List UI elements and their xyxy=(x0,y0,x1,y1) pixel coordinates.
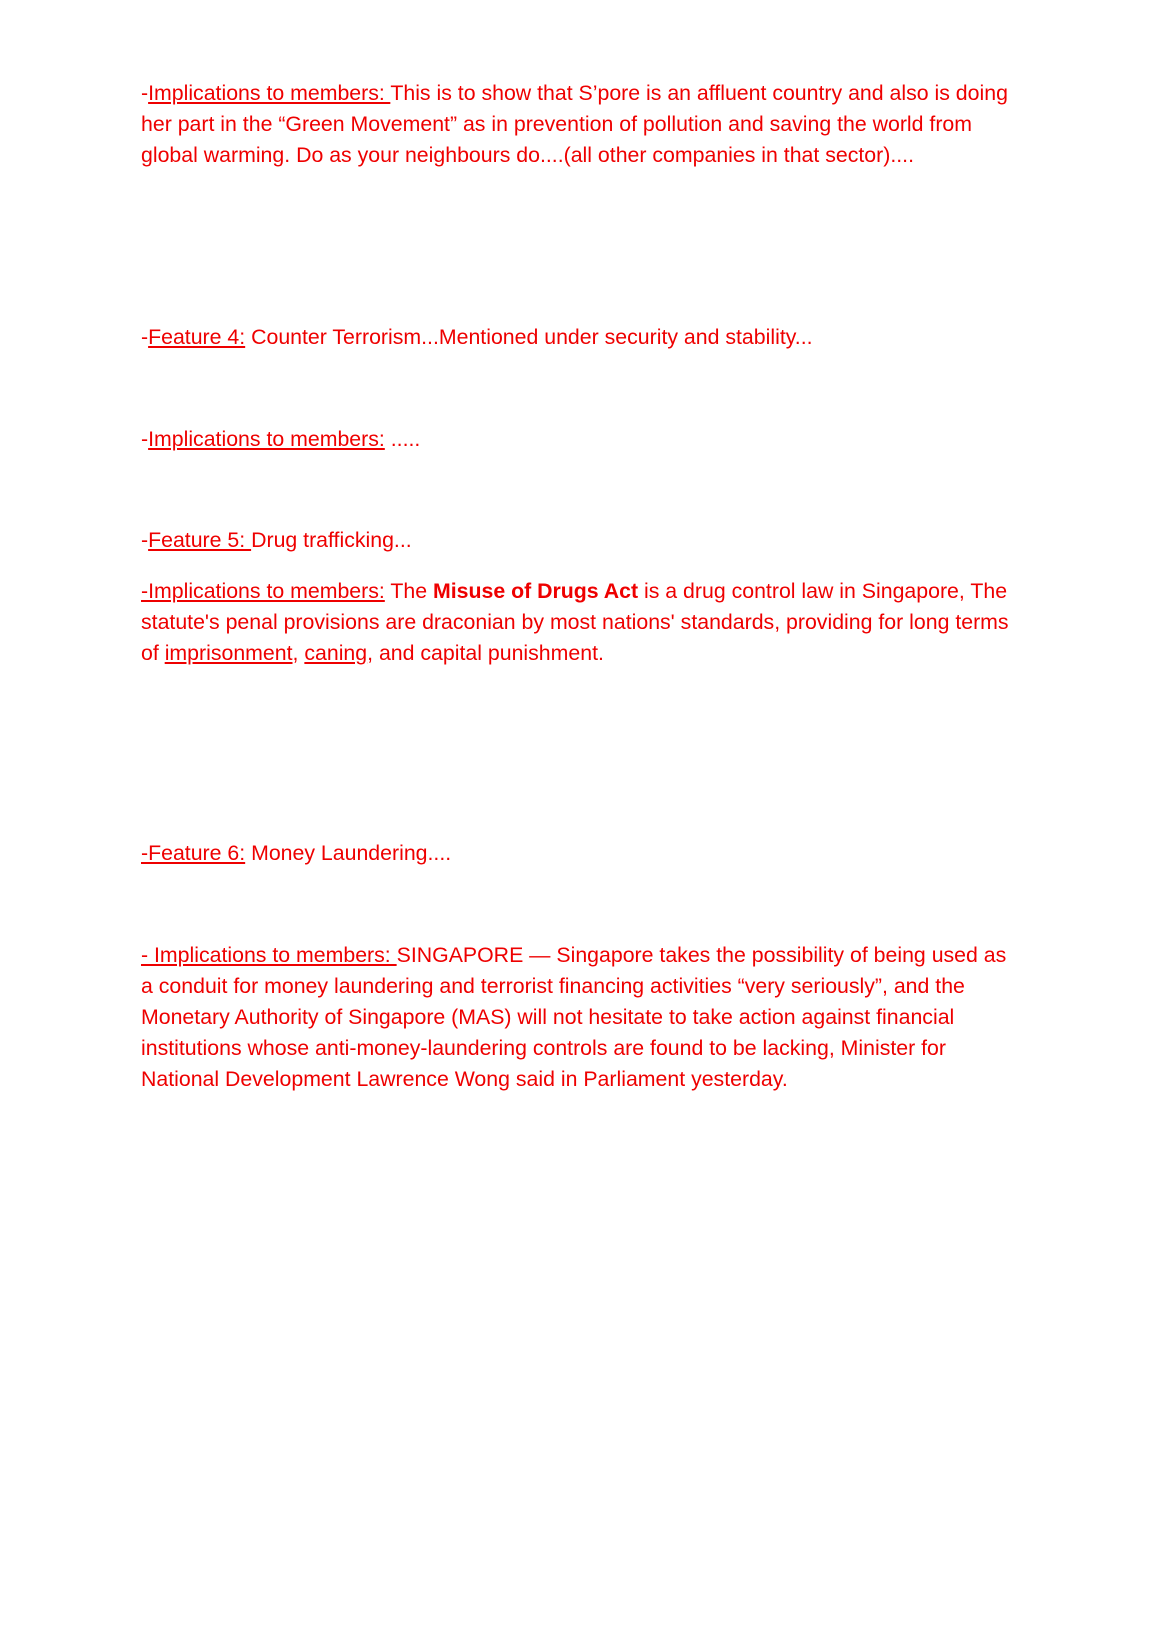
dash: - xyxy=(141,325,149,349)
feature-5-paragraph xyxy=(141,525,1021,556)
dash: - xyxy=(141,81,149,105)
paragraph-text: This is to show that S’pore is an affluent country and also is doing her part in the “Green Movement” as in prevention of pollution and saving the world from global warming. Do as your neighbours do....(all other companies in that sector).... xyxy=(141,81,1008,167)
imprisonment-link[interactable]: imprisonment xyxy=(164,641,293,665)
paragraph-text: SINGAPORE — Singapore takes the possibility of being used as a conduit for money laundering and terrorist financing activities “very seriously”, and the Monetary Authority of Singapore (MAS) will not hesitate to take action against financial institutions whose anti-money-laundering controls are found to be lacking, Minister for National Development Lawrence Wong said in Parliament yesterday. xyxy=(141,943,1007,1091)
paragraph-text: , and capital punishment. xyxy=(367,641,604,665)
paragraph-text: The xyxy=(384,579,433,603)
feature-4-label: Feature 4: xyxy=(148,325,246,349)
dash: - xyxy=(141,528,149,552)
implications-label: Implications to members: xyxy=(148,81,391,105)
paragraph-text: Drug trafficking... xyxy=(251,528,412,552)
implications-paragraph-terrorism xyxy=(141,424,1021,455)
implications-label: Implications to members: xyxy=(148,427,385,451)
implications-paragraph-green xyxy=(141,78,1021,171)
implications-label: - Implications to members: xyxy=(141,943,397,967)
implications-label: -Implications to members: xyxy=(141,579,385,603)
feature-5-label: Feature 5: xyxy=(148,528,252,552)
caning-link[interactable]: caning xyxy=(304,641,368,665)
feature-6-paragraph xyxy=(141,838,1021,869)
paragraph-text: is a drug control law in Singapore, The statute's penal provisions are draconian by most nations' standards, providing for long terms of xyxy=(141,579,1009,665)
separator: , xyxy=(292,641,305,665)
paragraph-text: Counter Terrorism...Mentioned under security and stability... xyxy=(245,325,813,349)
feature-4-paragraph xyxy=(141,322,1021,353)
implications-paragraph-drugs xyxy=(141,576,1021,669)
implications-paragraph-money-laundering xyxy=(141,940,1021,1095)
dash: - xyxy=(141,427,149,451)
feature-6-label: -Feature 6: xyxy=(141,841,246,865)
misuse-of-drugs-act: Misuse of Drugs Act xyxy=(432,579,639,603)
paragraph-text: Money Laundering.... xyxy=(245,841,452,865)
paragraph-text: ..... xyxy=(384,427,421,451)
